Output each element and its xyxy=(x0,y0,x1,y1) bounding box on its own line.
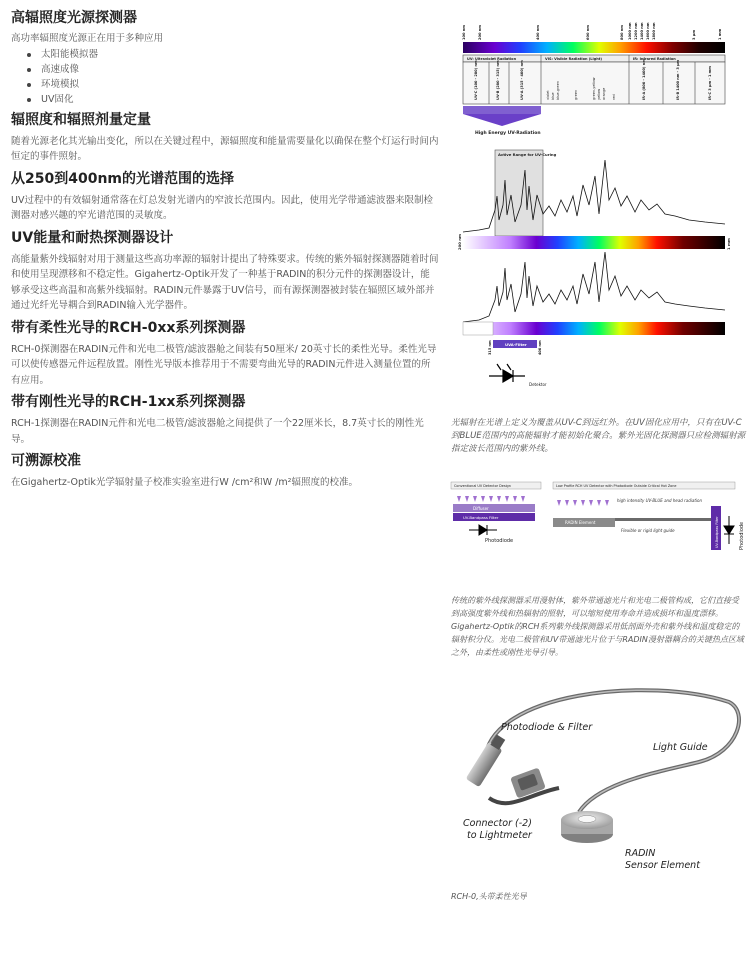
high-intensity-label: high intensity UV-BLUE and head radiation xyxy=(617,498,702,503)
photodiode-vertical-label: Photodiode xyxy=(739,521,745,550)
section-spectral-range xyxy=(11,169,439,224)
photo-label-photodiode: Photodiode & Filter xyxy=(501,722,593,733)
tick-label: 100 nm xyxy=(462,24,466,40)
section-title: UV能量和耐热探测器设计 xyxy=(11,229,174,246)
detector-comparison-figure xyxy=(449,480,749,560)
bar-right-label: 1 mm xyxy=(726,238,731,250)
tick-label: 1 mm xyxy=(718,28,722,40)
section-quantification xyxy=(11,110,439,165)
detector-label: Detektor xyxy=(529,382,547,387)
figure-caption: 传统的紫外线探测器采用漫射体，紫外带通滤光片和光电二极管构成，它们直接受到高强度紫外线和热辐射的照射，可以缩短使用寿命并造成损坏和温度漂移。Gigahertz-Optik的RCH系列紫外线探测器采用低剖面外壳和紫外线和温度稳定的辐射积分仪。光电二极管和UV带通滤光片位于与RADIN漫射器耦合的关键热点区域之外，由柔性或刚性光导引导。 xyxy=(451,596,744,657)
ira-label: IR-C 3 µm - 1 mm xyxy=(708,66,712,100)
color-label: green-yellow xyxy=(592,77,596,100)
radin-sensor-element xyxy=(561,811,613,843)
tick-label: 3 µm xyxy=(692,29,696,40)
filter-right-label: 400 nm xyxy=(538,340,542,355)
section-body: 随着光源老化其光输出变化，所以在关键过程中，源辐照度和能量需要量化以确保在整个灯运行时间内恒定的事件照射。 xyxy=(11,135,439,162)
photodiode-icon xyxy=(724,516,734,544)
figure-caption: 光辐射在光谱上定义为覆盖从UV-C到远红外。在UV固化应用中，只有在UV-C到BLUE范围内的高能辐射才能初始化聚合。紫外光固化探测器只应检测辐射源指定波长范围内的紫外线。 xyxy=(451,418,746,454)
photo-label-light-guide: Light Guide xyxy=(653,742,708,753)
connector-icon xyxy=(489,768,559,804)
bandpass-label: UV-Bandpass Filter xyxy=(463,515,499,520)
color-label: yellow xyxy=(597,88,601,100)
tick-label: 200 nm xyxy=(478,24,482,40)
spectrum-bar xyxy=(463,42,725,53)
photo-label-radin: RADIN xyxy=(625,848,656,859)
color-label: orange xyxy=(602,87,606,100)
tick-label: 1200 nm xyxy=(634,22,638,40)
list-item: 太阳能模拟器 xyxy=(27,47,439,62)
rch0-product-photo xyxy=(449,682,749,882)
filtered-spectrum-plot xyxy=(463,252,725,387)
color-label: violet xyxy=(546,90,550,100)
list-item: 环境模拟 xyxy=(27,77,439,92)
section-rch0 xyxy=(11,318,439,389)
color-label: green xyxy=(574,89,578,100)
uvc-label: UV-C (100 - 280) nm xyxy=(474,60,478,100)
spectrum-figure xyxy=(449,0,749,392)
high-energy-arrow xyxy=(463,106,541,136)
section-title: 从250到400nm的光谱范围的选择 xyxy=(11,170,235,187)
band-label-vis: VIS: Visible Radiation (Light) xyxy=(545,57,602,61)
color-label: blue-green xyxy=(556,81,560,100)
bandpass-vertical-label: UV-Bandpass Filter xyxy=(715,516,719,548)
white-gap xyxy=(463,322,493,335)
list-item: UV固化 xyxy=(27,92,439,107)
spectrum-bar xyxy=(463,236,725,249)
section-body: 高能量紫外线辐射对用于测量这些高功率源的辐射计提出了特殊要求。传统的紫外辐射探测器随着时间和使用呈现漂移和不稳定性。Gigahertz-Optik开发了一种基于RADIN的积分元件的探测器设计，能够承受这些高温和高紫外线辐射。RADIN元件暴露于UV信号，而有源探测器被封装在辐照区域外部并通过光纤光导耦合到RADIN输入光学器件。 xyxy=(11,253,439,311)
section-title: 高辐照度光源探测器 xyxy=(11,10,137,26)
section-body: UV过程中的有效辐射通常落在灯总发射光谱内的窄波长范围内。因此，使用光学带通滤波器来限制检测器对感兴趣的窄光谱范围的灵敏度。 xyxy=(11,194,433,221)
tick-label: 1000 nm xyxy=(628,22,632,40)
radin-element-label: RADIN Element xyxy=(565,520,596,525)
article-text xyxy=(11,8,439,491)
spectrum-bar xyxy=(463,322,725,335)
application-list xyxy=(11,47,439,107)
tick-label: 400 nm xyxy=(536,24,540,40)
diffuser-label: Diffuser xyxy=(473,506,489,511)
section-high-irradiance xyxy=(11,8,439,107)
photodiode-label: Photodiode xyxy=(485,538,514,544)
section-calibration xyxy=(11,451,439,491)
color-label: blue xyxy=(551,92,555,100)
section-title: 带有刚性光导的RCH-1xx系列探测器 xyxy=(11,394,246,410)
uvb-label: UV-B (280 - 315) nm xyxy=(496,60,500,100)
filter-label: UVA-Filter xyxy=(505,342,527,347)
conventional-panel xyxy=(451,482,541,544)
section-body: RCH-0探测器在RADIN元件和光电二极管/滤波器舱之间装有50厘米/ 20英寸长的柔性光导。柔性光导可以使传感器元件远程放置。刚性光导版本推荐用于不需要弯曲光导的RADIN元件进入测量位置的所有应用。 xyxy=(11,343,437,386)
wavelength-ticks xyxy=(462,22,722,40)
photo-caption: RCH-0,头带柔性光导 xyxy=(451,892,527,901)
section-title: 可溯源校准 xyxy=(11,453,81,469)
active-range-box xyxy=(495,150,543,236)
lamp-spectrum-plot xyxy=(457,150,731,250)
rch-panel xyxy=(553,482,745,550)
tick-label: 1800 nm xyxy=(652,22,656,40)
bar-left-label: 200 nm xyxy=(457,234,462,250)
photo-label-sensor: Sensor Element xyxy=(625,860,700,871)
band-label-ir: IR: Infrared Radiation xyxy=(633,57,676,61)
irb-label: IR-B 1400 nm - 3 µm xyxy=(676,59,680,100)
tick-label: 1400 nm xyxy=(640,22,644,40)
panel-title: Low Profile RCH UV Detector with Photodiode Outside Critical Hot Zone xyxy=(556,484,677,488)
section-detector-design xyxy=(11,228,439,314)
filter-left-label: 315 nm xyxy=(488,340,492,355)
light-guide-label: Flexible or rigid light guide xyxy=(621,528,675,533)
photo-label-lightmeter: to Lightmeter xyxy=(467,830,532,841)
irc-label: IR-A (800 - 1400) nm xyxy=(642,59,646,100)
color-label: red xyxy=(612,94,616,100)
uva-label: UV-A (315 - 400) nm xyxy=(520,60,524,100)
tick-label: 800 nm xyxy=(620,24,624,40)
photodiode-icon xyxy=(469,525,497,535)
arrow-label: High Energy UV-Radiation xyxy=(475,131,541,136)
photodiode-housing xyxy=(466,733,508,787)
section-body: 在Gigahertz-Optik光学辐射量子校准实验室进行W /cm²和W /m²辐照度的校准。 xyxy=(11,477,358,488)
section-title: 辐照度和辐照剂量定量 xyxy=(11,111,151,128)
tick-label: 1600 nm xyxy=(646,22,650,40)
band-label-uv: UV: Ultraviolet Radiation xyxy=(467,57,517,61)
section-body: 高功率辐照度光源正在用于多种应用 xyxy=(11,33,164,44)
panel-title: Conventional UV Detector Design xyxy=(454,484,511,488)
section-title: 带有柔性光导的RCH-0xx系列探测器 xyxy=(11,319,246,336)
section-body: RCH-1探测器在RADIN元件和光电二极管/滤波器舱之间提供了一个22厘米长，8.7英寸长的刚性光导。 xyxy=(11,418,424,445)
tick-label: 600 nm xyxy=(586,24,590,40)
section-rch1 xyxy=(11,392,439,447)
list-item: 高速成像 xyxy=(27,62,439,77)
photodiode-icon xyxy=(489,364,525,382)
active-range-label: Active Range for UV-Curing xyxy=(498,152,557,157)
photo-label-connector: Connector (-2) xyxy=(463,818,532,829)
